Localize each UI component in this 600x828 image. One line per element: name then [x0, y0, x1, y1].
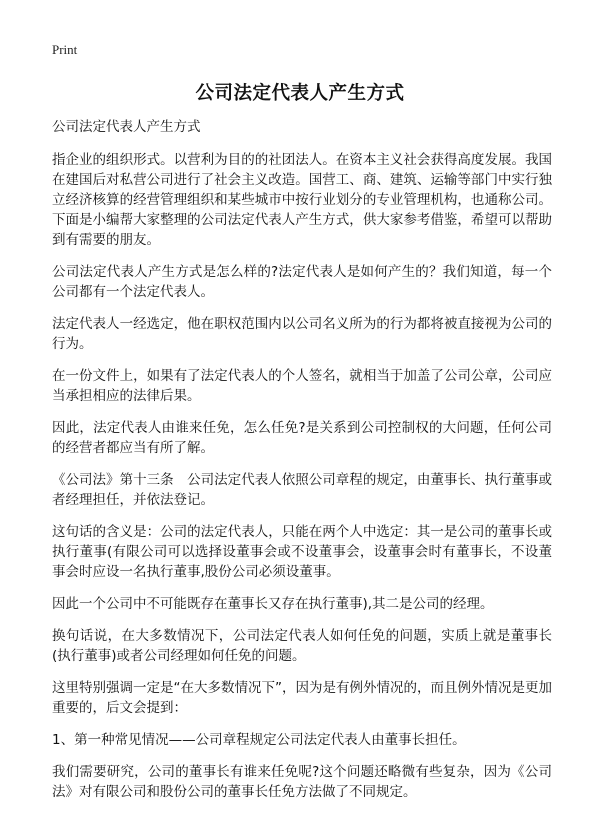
article-body	[52, 116, 552, 814]
paragraph: 这句话的含义是：公司的法定代表人，只能在两个人中选定：其一是公司的董事长或执行董事(有限公司可以选择设董事会或不设董事会，设董事会时有董事长，不设董事会时应设一名执行董事,股份公司必须设董事。	[52, 524, 552, 580]
paragraph: 这里特别强调一定是“在大多数情况下”，因为是有例外情况的，而且例外情况是更加重要的，后文会提到：	[52, 680, 552, 716]
paragraph: 在一份文件上，如果有了法定代表人的个人签名，就相当于加盖了公司公章，公司应当承担相应的法律后果。	[52, 368, 552, 404]
print-link[interactable]: Print	[52, 42, 78, 57]
article-subtitle: 公司法定代表人产生方式	[52, 119, 201, 135]
paragraph: 因此一个公司中不可能既存在董事长又存在执行董事),其二是公司的经理。	[52, 596, 494, 612]
paragraph: 换句话说，在大多数情况下，公司法定代表人如何任免的问题，实质上就是董事长(执行董事)或者公司经理如何任免的问题。	[52, 628, 552, 664]
paragraph-intro: 指企业的组织形式。以营利为目的的社团法人。在资本主义社会获得高度发展。我国在建国后对私营公司进行了社会主义改造。国营工、商、建筑、运输等部门中实行独立经济核算的经营管理组织和某些城市中按行业划分的专业管理机构，也通称公司。下面是小编帮大家整理的公司法定代表人产生方式，供大家参考借鉴，希望可以帮助到有需要的朋友。	[52, 152, 552, 248]
paragraph-law-article: 《公司法》第十三条 公司法定代表人依照公司章程的规定，由董事长、执行董事或者经理担任，并依法登记。	[52, 472, 552, 508]
paragraph: 因此，法定代表人由谁来任免，怎么任免?是关系到公司控制权的大问题，任何公司的经营者都应当有所了解。	[52, 420, 552, 456]
paragraph: 法定代表人一经选定，他在职权范围内以公司名义所为的行为都将被直接视为公司的行为。	[52, 316, 552, 352]
page-title: 公司法定代表人产生方式	[195, 83, 405, 104]
paragraph: 公司法定代表人产生方式是怎么样的?法定代表人是如何产生的？我们知道，每一个公司都有一个法定代表人。	[52, 264, 552, 300]
paragraph: 我们需要研究，公司的董事长有谁来任免呢?这个问题还略微有些复杂，因为《公司法》对有限公司和股份公司的董事长任免方法做了不同规定。	[52, 764, 552, 800]
paragraph-case-heading: 1、第一种常见情况——公司章程规定公司法定代表人由董事长担任。	[52, 732, 466, 748]
